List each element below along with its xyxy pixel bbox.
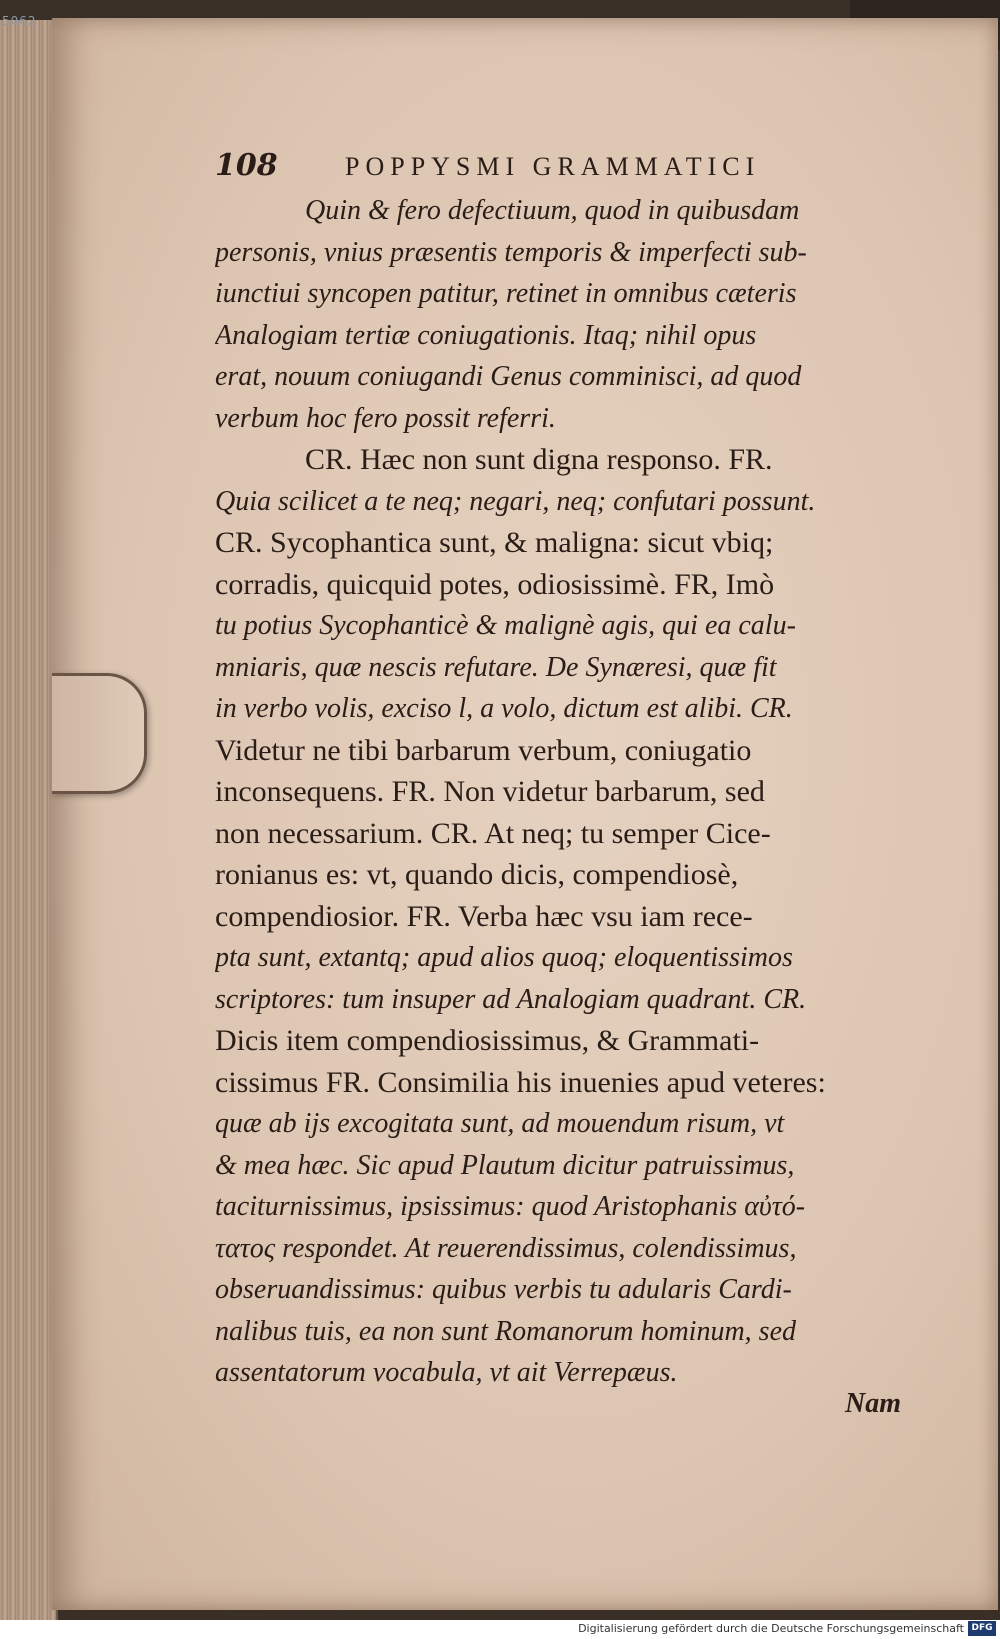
text-line: Dicis item compendiosissimus, & Grammati- bbox=[215, 1024, 760, 1057]
dfg-logo: DFG bbox=[968, 1621, 996, 1636]
text-line: in verbo volis, exciso l, a volo, dictum est alibi. CR. bbox=[215, 693, 793, 724]
text-line: personis, vnius præsentis temporis & imperfecti sub- bbox=[215, 236, 807, 268]
text-line: tu potius Sycophanticè & malignè agis, qui ea calu- bbox=[215, 610, 796, 641]
shelfmark: 5062 bbox=[2, 14, 37, 28]
text-line: cissimus FR. Consimilia his inuenies apud veteres: bbox=[215, 1065, 826, 1099]
text-line: quæ ab ijs excogitata sunt, ad mouendum risum, vt bbox=[215, 1108, 785, 1139]
text-line: Quia scilicet a te neq; negari, neq; confutari possunt. bbox=[215, 485, 816, 517]
book-page-edges bbox=[0, 20, 58, 1620]
text-line: pta sunt, extantq; apud alios quoq; eloquentissimos bbox=[215, 942, 793, 973]
page-number: 108 bbox=[215, 148, 278, 183]
running-head bbox=[215, 148, 855, 188]
page-clip-icon bbox=[52, 673, 147, 794]
text-line: iunctiui syncopen patitur, retinet in omnibus cæteris bbox=[215, 278, 797, 309]
text-line: nalibus tuis, ea non sunt Romanorum hominum, sed bbox=[215, 1315, 796, 1347]
text-line: inconsequens. FR. Non videtur barbarum, sed bbox=[215, 775, 765, 808]
text-block bbox=[215, 190, 945, 1394]
text-line: obseruandissimus: quibus verbis tu adularis Cardi- bbox=[215, 1274, 792, 1305]
text-line: mniaris, quæ nescis refutare. De Synæresi, quæ fit bbox=[215, 651, 777, 683]
footer-bar bbox=[0, 1620, 1000, 1639]
text-line: Videtur ne tibi barbarum verbum, coniugatio bbox=[215, 733, 752, 767]
dfg-credit: Digitalisierung gefördert durch die Deutsche Forschungsgemeinschaft bbox=[578, 1622, 964, 1635]
text-line: Analogiam tertiæ coniugationis. Itaq; nihil opus bbox=[215, 319, 757, 351]
text-line: taciturnissimus, ipsissimus: quod Aristophanis αὐτό- bbox=[215, 1191, 806, 1222]
text-line: CR. Sycophantica sunt, & maligna: sicut vbiq; bbox=[215, 526, 774, 559]
text-line: corradis, quicquid potes, odiosissimè. FR, Imò bbox=[215, 567, 775, 601]
text-line: verbum hoc fero possit referri. bbox=[215, 402, 556, 434]
text-line: compendiosior. FR. Verba hæc vsu iam rece- bbox=[215, 899, 753, 933]
text-line: CR. Hæc non sunt digna responso. FR. bbox=[305, 443, 773, 476]
text-line: scriptores: tum insuper ad Analogiam quadrant. CR. bbox=[215, 983, 807, 1015]
text-line: ronianus es: vt, quando dicis, compendiosè, bbox=[215, 858, 739, 891]
page-header-title: POPPYSMI GRAMMATICI bbox=[345, 152, 761, 181]
catchword: Nam bbox=[845, 1388, 901, 1419]
text-line: non necessarium. CR. At neq; tu semper Cice- bbox=[215, 816, 771, 850]
text-line: erat, nouum coniugandi Genus comminisci, ad quod bbox=[215, 361, 802, 392]
text-line: Quin & fero defectiuum, quod in quibusdam bbox=[305, 195, 800, 226]
text-line: τατος respondet. At reuerendissimus, colendissimus, bbox=[215, 1232, 797, 1264]
text-line: assentatorum vocabula, vt ait Verrepæus. bbox=[215, 1357, 678, 1388]
text-line: & mea hæc. Sic apud Plautum dicitur patruissimus, bbox=[215, 1149, 795, 1181]
